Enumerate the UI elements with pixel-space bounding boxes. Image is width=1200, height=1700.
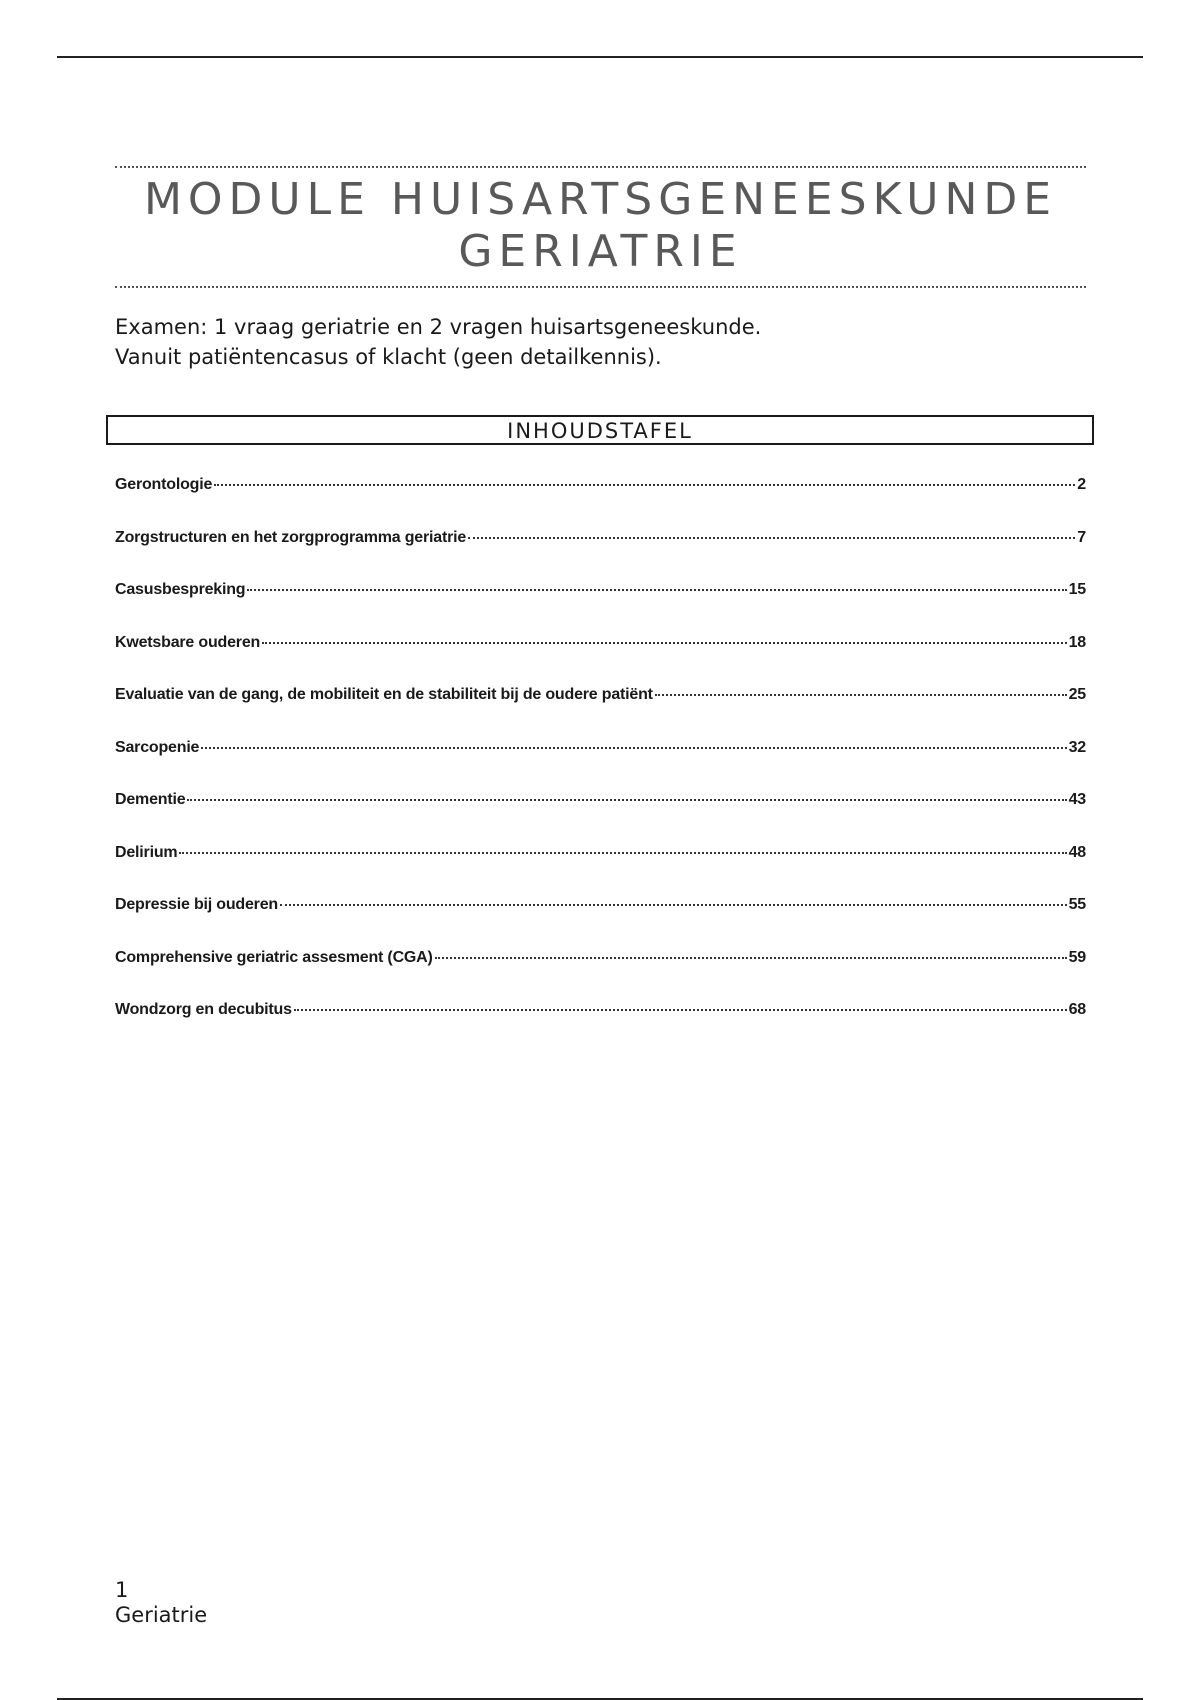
toc-entry-page: 68 [1068, 1001, 1086, 1018]
toc-leader-dots [187, 799, 1066, 801]
toc-entry-page: 7 [1077, 528, 1086, 546]
toc-leader-dots [262, 642, 1067, 644]
header-rule [57, 56, 1143, 58]
toc-entry-title: Zorgstructuren en het zorgprogramma geriatrie [115, 528, 467, 546]
toc-leader-dots [201, 747, 1066, 749]
toc-entry-page: 59 [1068, 948, 1086, 966]
footer-page-number: 1 [115, 1578, 129, 1602]
document-title-line-1: MODULE HUISARTSGENEESKUNDE [143, 174, 1058, 225]
toc-leader-dots [280, 904, 1067, 906]
intro-text [115, 312, 1086, 372]
toc-entry-title: Sarcopenie [115, 738, 200, 756]
toc-heading: INHOUDSTAFEL [106, 415, 1094, 445]
toc-entry[interactable] [115, 634, 1086, 687]
toc-leader-dots [435, 957, 1067, 959]
toc-entry[interactable] [115, 529, 1086, 582]
toc-entry-title: Depressie bij ouderen [115, 896, 278, 913]
toc-leader-dots [179, 852, 1066, 854]
toc-entry[interactable] [115, 476, 1086, 529]
toc-entry-title: Kwetsbare ouderen [115, 633, 261, 651]
toc-entry[interactable] [115, 791, 1086, 844]
title-block [115, 166, 1086, 288]
toc-entry[interactable] [115, 949, 1086, 1002]
toc-entry-page: 43 [1068, 791, 1086, 808]
toc-leader-dots [468, 537, 1075, 539]
toc-entry[interactable] [115, 686, 1086, 739]
page-footer [115, 1578, 207, 1628]
toc-entry-title: Evaluatie van de gang, de mobiliteit en de stabiliteit bij de oudere patiënt [115, 686, 653, 703]
document-title-line-2: GERIATRIE [458, 226, 743, 277]
intro-line-scope: Vanuit patiëntencasus of klacht (geen detailkennis). [115, 345, 662, 369]
toc-entry-title: Dementie [115, 791, 186, 808]
toc-entry-title: Gerontologie [115, 476, 213, 493]
toc-entry-title: Casusbespreking [115, 581, 246, 598]
toc-entry-page: 55 [1068, 896, 1086, 913]
toc-entry-page: 25 [1068, 686, 1086, 703]
toc-leader-dots [294, 1009, 1067, 1011]
table-of-contents [115, 476, 1086, 1054]
toc-leader-dots [214, 484, 1075, 486]
toc-entry-page: 18 [1068, 633, 1086, 651]
toc-entry-page: 48 [1068, 843, 1086, 861]
toc-entry-title: Comprehensive geriatric assesment (CGA) [115, 948, 433, 966]
toc-entry-title: Wondzorg en decubitus [115, 1001, 292, 1018]
toc-entry-title: Delirium [115, 843, 178, 861]
toc-entry-page: 32 [1068, 738, 1086, 756]
footer-running-title: Geriatrie [115, 1603, 208, 1627]
toc-leader-dots [247, 589, 1066, 591]
toc-entry-page: 15 [1068, 581, 1086, 598]
toc-entry[interactable] [115, 581, 1086, 634]
toc-entry[interactable] [115, 1001, 1086, 1054]
toc-entry[interactable] [115, 844, 1086, 897]
toc-entry-page: 2 [1077, 476, 1086, 493]
toc-entry[interactable] [115, 739, 1086, 792]
toc-entry[interactable] [115, 896, 1086, 949]
toc-leader-dots [655, 694, 1067, 696]
intro-line-exam: Examen: 1 vraag geriatrie en 2 vragen huisartsgeneeskunde. [115, 315, 762, 339]
